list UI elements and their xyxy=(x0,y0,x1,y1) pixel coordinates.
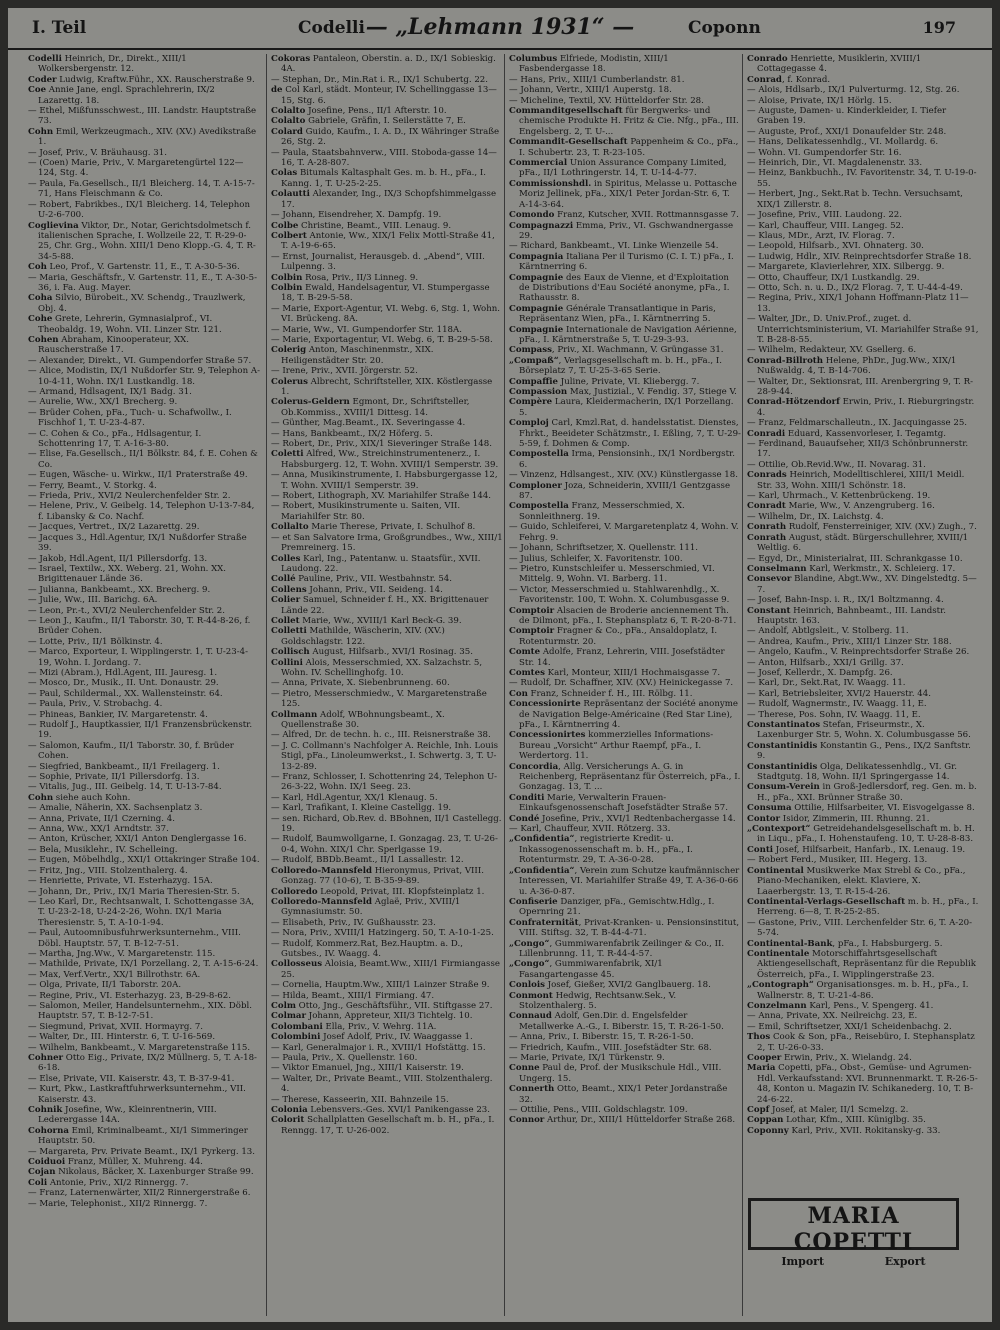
directory-entry: — Leon, Pr.-t., XVI/2 Neulerchenfelder Str. 2. xyxy=(28,605,225,616)
directory-entry: — Leon J., Kaufm., II/1 Taborstr. 30, T. R-44-8-26, f. Brüder Cohen. xyxy=(28,615,251,637)
directory-entry: Continental-Verlags-Gesellschaft m. b. H., pFa., I. Herreng. 6—8, T. R-25-2-85. xyxy=(747,896,979,918)
directory-entry: — Else, Private, VII. Kaiserstr. 43, T. B-37-9-41. xyxy=(28,1073,235,1084)
directory-entry: — Rudolf, BBDb.Beamt., II/1 Lassallestr. 12. xyxy=(271,855,464,866)
directory-entry: — Robert, Lithograph, XV. Mariahilfer Straße 144. xyxy=(271,491,492,502)
directory-entry: de Col Karl, städt. Monteur, IV. Schellinggasse 13—15, Stg. 6. xyxy=(271,85,497,106)
directory-entry: Constantinidis Olga, Delikatessenhdlg., VI. Gr. Stadtgutg. 18, Wohn. II/1 Springergasse 14. xyxy=(747,761,958,783)
directory-entry: — Rudolf, Dr. Schaffner, XIV. (XV.) Heinickegasse 7. xyxy=(509,678,734,689)
advertisement-subtitle xyxy=(751,1255,956,1268)
directory-entry: — Vitalis, Jug., III. Geibelg. 14, T. U-13-7-84. xyxy=(28,782,222,793)
directory-entry: Comploj Carl, Kmzl.Rat, d. handelsstatist. Dienstes, Fhrkt., Beeideter Schätzmstr., I. Eßling, 7, T. U-29-5-59, f. Dohmen & Comp. xyxy=(509,418,741,450)
directory-entry: — J. C. Collmann's Nachfolger A. Reichle, Inh. Louis Stigl, pFa., Linoleumwerkst., I. Schwertg. 3, T. U-13-2-89. xyxy=(271,740,499,772)
directory-entry: Commercial Union Assurance Company Limited, pFa., II/1 Lothringerstr. 14, T. U-14-4-77. xyxy=(509,158,727,179)
directory-entry: Cohner Otto Eig., Private, IX/2 Müllnerg. 5, T. A-18-6-18. xyxy=(28,1053,257,1074)
directory-entry: Cohn siehe auch Kohn. xyxy=(28,792,131,803)
advertisement-export-label: Export xyxy=(884,1255,926,1268)
directory-entry: Continental Musikwerke Max Strebl & Co., pFa., Piano-Mechaniken, elekt. Klaviere, X. Laaerbergstr. 13, T. R-15-4-26. xyxy=(747,865,966,897)
directory-entry: Coletti Alfred, Ww., Streichinstrumentenerz., I. Habsburgerg. 12, T. Wohn. XVIII/1 Semperstr. 39. xyxy=(271,449,499,470)
directory-entry: Colerig Anton, Maschinenmstr., XIX. Heiligenstädter Str. 20. xyxy=(271,345,434,366)
directory-entry: „Contograph“ Organisationsges. m. b. H., pFa., I. Wallnerstr. 8, T. U-21-4-86. xyxy=(747,980,969,1001)
directory-entry: — Elisabeth, Priv., IV. Gußhausstr. 23. xyxy=(271,917,436,928)
directory-entry: — Hilda, Beamt., XIII/1 Firmiang. 47. xyxy=(271,990,435,1001)
directory-entry: Compass, Priv., XI. Wachmann, V. Grüngasse 31. xyxy=(509,345,724,356)
directory-entry: — Paula, Priv., V. Strobachg. 4. xyxy=(28,699,163,710)
directory-entry: Colerus-Geldern Egmont, Dr., Schriftsteller, Ob.Kommiss., XVIII/1 Dittesg. 14. xyxy=(271,397,470,418)
directory-entry: — Herbert, Jng., Sekt.Rat b. Techn. Versuchsamt, XIX/1 Zillerstr. 8. xyxy=(747,189,963,210)
directory-entry: Collalto Marie Therese, Private, I. Schulhof 8. xyxy=(271,522,476,533)
directory-entry: Constantinatos Stefan, Friseurmstr., X. Laxenburger Str. 5, Wohn. X. Columbusgasse 56. xyxy=(747,720,971,741)
directory-entry: — Heinrich, Dir., VI. Magdalenenstr. 33. xyxy=(747,158,923,169)
directory-entry: — Johann, Schriftsetzer, X. Quellenstr. 111. xyxy=(509,543,699,554)
directory-entry: Colloredo-Mannsfeld Hieronymus, Privat, VIII. Gonzag. 77 (10-6), T. B-35-9-89. xyxy=(271,865,484,887)
directory-entry: — Cornelia, Hauptm.Ww., XIII/1 Lainzer Straße 9. xyxy=(271,980,490,991)
directory-entry: — Julie, Ww., III. Barichg. 6A. xyxy=(28,595,158,606)
directory-entry: — Guido, Schleiferei, V. Margaretenplatz 4, Wohn. V. Fehrg. 9. xyxy=(509,522,739,543)
directory-entry: — Fritz, Jng., VIII. Stolzenthalerg. 4. xyxy=(28,865,188,876)
directory-entry: — Lotte, Priv., II/1 Bölkinstr. 4. xyxy=(28,636,163,647)
directory-entry: Cohen Abraham, Kinooperateur, XX. Rauscherstraße 17. xyxy=(28,334,190,356)
directory-entry: „Congo“, Gummiwarenfabrik, XI/1 Fasangartengasse 45. xyxy=(509,959,663,980)
directory-entry: „Contexport“ Getreidehandelsgesellschaft m. b. H. in Liqu., pFa., I. Hohenstaufeng. 10, T. U-28-8-83. xyxy=(747,824,975,845)
directory-entry: — Otto, Chauffeur, IX/1 Lustkandlg. 29. xyxy=(747,272,920,283)
directory-entry: Collosseus Aloisia, Beamt.Ww., XIII/1 Firmiangasse 25. xyxy=(271,959,500,980)
directory-entry: Conrads Heinrich, Modelltischlerei, XIII/1 Meidl. Str. 33, Wohn. XIII/1 Schönstr. 18. xyxy=(747,470,965,491)
directory-entry: — Mosco, Dr., Musik., II. Unt. Donaustr. 29. xyxy=(28,678,219,689)
directory-entry: — Margareta, Prv. Private Beamt., IX/1 Pyrkerg. 13. xyxy=(28,1146,255,1157)
directory-entry: Conradt Marie, Ww., V. Anzengruberg. 16. xyxy=(747,501,935,512)
directory-entry: Colautti Alexander, Ing., IX/3 Schopfshimmelgasse 17. xyxy=(271,189,497,210)
directory-entry: — Olga, Private, II/1 Taborstr. 20A. xyxy=(28,980,182,991)
directory-entry: Coiduoi Franz, Müller, X. Muhreng. 44. xyxy=(28,1157,203,1168)
directory-entry: Colm Otto, Jng., Geschäftsführ., VII. Stiftgasse 27. xyxy=(271,1000,493,1011)
directory-entry: — Wilhelm, Redakteur, XV. Gsellerg. 6. xyxy=(747,345,917,356)
directory-entry: — Anton, Krüscher, XXI/1 Anton Denglergasse 16. xyxy=(28,834,247,845)
directory-entry: Coder Ludwig, Kraftw.Führ., XX. Rauscherstraße 9. xyxy=(28,74,255,85)
directory-entry: — Anna, Private, II/1 Czerning. 4. xyxy=(28,813,175,824)
part-label: I. Teil xyxy=(32,18,87,38)
page-number: 197 xyxy=(922,18,956,37)
directory-entry: — Karl, Uhrmach., V. Kettenbrückeng. 19. xyxy=(747,491,931,502)
directory-entry: Comptoir Fragner & Co., pFa., Ansaldoplatz, I. Rotenturmstr. 20. xyxy=(509,626,718,647)
directory-entry: — Walter, Dr., Private Beamt., VIII. Stolzenthalerg. 4. xyxy=(271,1073,493,1095)
directory-entry: — Julius, Schleifer, X. Favoritenstr. 100. xyxy=(509,553,683,564)
directory-entry: „Confidentia“, registrierte Kredit- u. Inkassogenossenschaft m. b. H., pFa., I. Rotenturmstr. 29, T. A-36-0-28. xyxy=(509,834,693,866)
directory-entry: Comtes Karl, Monteur, XIII/1 Hochmaisgasse 7. xyxy=(509,667,721,678)
directory-entry: Conrad-Hötzendorf Erwin, Priv., I. Rieburgringstr. 4. xyxy=(747,397,975,418)
directory-entry: — Paul, Schildermal., XX. Wallensteinstr. 64. xyxy=(28,688,223,699)
directory-entry: Coh Leo, Prof., V. Gartenstr. 11, E., T. A-30-5-36. xyxy=(28,262,240,273)
page-header xyxy=(8,8,992,50)
directory-entry: Colbert Antonie, Ww., XIX/1 Felix Mottl-Straße 41, T. A-19-6-65. xyxy=(271,230,495,252)
directory-entry: Colbe Christine, Beamt., VIII. Lenaug. 9. xyxy=(271,220,452,231)
directory-entry: Confiserie Danziger, pFa., Gemischtw.Hdlg., I. Opernring 21. xyxy=(509,896,715,918)
directory-entry: — Salomon, Meiler, Handelsunternehm., XIX. Döbl. Hauptstr. 57, T. B-12-7-51. xyxy=(28,1000,252,1022)
directory-entry: — Phineas, Bankier, IV. Margaretenstr. 4. xyxy=(28,709,208,720)
directory-entry: Contor Isidor, Zimmerin, III. Rhunng. 21. xyxy=(747,813,930,824)
directory-entry: — Bela, Musiklehr., IV. Schelleing. xyxy=(28,844,178,855)
directory-entry: — Andolf, Abtlgsleit., V. Stolberg. 11. xyxy=(747,626,909,637)
directory-entry: Conradi Eduard, Kassenvorleser, I. Tegamtg. xyxy=(747,428,946,439)
header-right-word: Coponn xyxy=(688,18,761,38)
directory-entry: — Ludwig, Hdlr., XIV. Reinprechtsdorfer Straße 18. xyxy=(747,251,972,262)
directory-entry: Cohorna Emil, Kriminalbeamt., XI/1 Simmeringer Hauptstr. 50. xyxy=(28,1125,248,1147)
directory-entry: Concessionirtes kommerzielles Informations-Bureau „Vorsicht“ Arthur Raempf, pFa., I. Werdertorg. 11. xyxy=(509,730,714,762)
directory-entry: — Anna, Ww., XX/1 Arndtstr. 37. xyxy=(28,824,169,835)
directory-entry: — Aloise, Private, IX/1 Hörlg. 15. xyxy=(747,95,892,106)
directory-column-2 xyxy=(266,54,503,1316)
directory-entry: Maria Copetti, pFa., Obst-, Gemüse- und Agrumen-Hdl. Verkaufsstand: XVI. Brunnenmarkt. T. R-26-5-48, Konton u. Magazin IV. Schikanederg. 10, T. B-24-6-22. xyxy=(747,1063,978,1105)
directory-column-3 xyxy=(504,54,741,1316)
directory-entry: — Vinzenz, Hdlsangest., XIV. (XV.) Künstlergasse 18. xyxy=(509,470,738,481)
directory-entry: Consum-Verein in Groß-Jedlersdorf, reg. Gen. m. b. H., pFa., XXI. Brünner Straße 30. xyxy=(747,782,977,803)
directory-entry: — Johann, Vertr., XIII/1 Auperstg. 18. xyxy=(509,85,672,96)
directory-entry: — Frieda, Priv., XVI/2 Neulerchenfelder Str. 2. xyxy=(28,491,231,502)
directory-entry: Compostella Irma, Pensionsinh., IX/1 Nordbergstr. 6. xyxy=(509,449,735,470)
directory-entry: Concordia, Allg. Versicherungs A. G. in Reichenberg, Repräsentanz für Österreich, pFa., I. Gonzagag. 13, T. ... xyxy=(509,761,741,793)
directory-entry: Comptoir Alsacien de Broderie anciennement Th. de Dilmont, pFa., I. Stephansplatz 6, T. R-20-8-71. xyxy=(509,605,737,626)
directory-column-4 xyxy=(742,54,979,1316)
directory-entry: Con Franz, Schneider f. H., III. Rölbg. 11. xyxy=(509,688,693,699)
directory-entry: — Anna, Private, X. Siebenbrunneng. 60. xyxy=(271,678,450,689)
directory-entry: — Leo Karl, Dr., Rechtsanwalt, I. Schottengasse 3A, T. U-23-2-18, U-24-2-26, Wohn. IX/1 Maria Theresienstr. 5, T. A-10-1-94. xyxy=(28,896,255,928)
directory-entry: Compagnie Internationale de Navigation Aérienne, pFa., I. Kärntnerstraße 5, T. U-29-3-93. xyxy=(509,324,737,345)
directory-entry: — Regina, Priv., XIX/1 Johann Hoffmann-Platz 11—13. xyxy=(747,293,969,314)
directory-entry: — Rudolf, Baumwollgarne, I. Gonzagag. 23, T. U-26-0-4, Wohn. XIX/1 Chr. Sperlgasse 19. xyxy=(271,834,498,855)
directory-entry: — Victor, Messerschmied u. Stahlwarenhdlg., X. Favoritenstr. 100, T. Wohn. X. Columbusgasse 9. xyxy=(509,584,730,606)
directory-entry: Colerus Albrecht, Schriftsteller, XIX. Köstlergasse 1. xyxy=(271,376,493,397)
directory-entry: Colloredo-Mannsfeld Aglaë, Priv., XVIII/1 Gymnasiumstr. 50. xyxy=(271,896,461,918)
directory-entry: Colard Guido, Kaufm., I. A. D., IX Währinger Straße 26, Stg. 2. xyxy=(271,126,500,148)
directory-entry: Colas Bitumals Kaltasphalt Ges. m. b. H., pFa., I. Kanng. 1, T. U-25-2-25. xyxy=(271,168,486,189)
directory-column-1 xyxy=(28,54,260,1316)
directory-entry: — Eugen, Wäsche- u. Wirkw., II/1 Praterstraße 49. xyxy=(28,470,248,481)
directory-entry: Colorit Schallplatten Gesellschaft m. b. H., pFa., I. Renngg. 17, T. U-26-002. xyxy=(271,1115,495,1136)
directory-entry: — Mathilde, Private, IX/1 Porzellang. 2, T. A-15-6-24. xyxy=(28,959,259,970)
directory-entry: Connaud Adolf, Gen.Dir. d. Engelsfelder Metallwerke A.-G., I. Biberstr. 15, T. R-26-1-50. xyxy=(509,1011,724,1032)
directory-entry: — Klaus, MDr., Arzt, IV. Florag. 7. xyxy=(747,230,895,241)
directory-entry: — Günther, Mag.Beamt., IX. Severingasse 4. xyxy=(271,418,466,429)
directory-entry: — Max, Verf.Vertr., XX/1 Billrothstr. 6A. xyxy=(28,969,201,980)
directory-entry: Conne Paul de, Prof. der Musikschule Hdl., VIII. Ungerg. 15. xyxy=(509,1063,722,1084)
directory-entry: Compaffie Juline, Private, VI. Kliebergg. 7. xyxy=(509,376,700,387)
directory-entry: — Walter, Dr., III. Hinterstr. 6, T. U-16-569. xyxy=(28,1032,216,1043)
directory-entry: — Julianna, Bankbeamt., XX. Brecherg. 9. xyxy=(28,584,211,595)
directory-entry: Coha Silvio, Bürobeit., XV. Schendg., Trauzlwerk, Obj. 4. xyxy=(28,293,246,314)
directory-entry: Commanditgesellschaft für Bergwerks- und chemische Produkte H. Fritz & Cie. Nfg., pFa., III. Engelsberg. 2, T. U-... xyxy=(509,106,739,137)
directory-entry: Collé Pauline, Priv., VII. Westbahnstr. 54. xyxy=(271,574,453,585)
directory-entry: — Elise, Fa.Gesellsch., II/1 Bölkstr. 84, f. E. Cohen & Co. xyxy=(28,449,258,470)
directory-entry: — Pietro, Messerschmiedw., V. Margaretenstraße 125. xyxy=(271,688,487,710)
directory-entry: Conrad-Billroth Helene, PhDr., Jug.Ww., XIX/1 Nußwaldg. 4, T. B-14-706. xyxy=(747,355,957,377)
directory-entry: — Jacques, Vertret., IX/2 Lazarettg. 29. xyxy=(28,522,200,533)
directory-entry: Codelli Heinrich, Dr., Direkt., XIII/1 Wolkersbergenstr. 12. xyxy=(28,54,187,75)
directory-entry: Compère Laura, Kleidermacherin, IX/1 Porzellang. 5. xyxy=(509,397,734,418)
directory-entry: — et San Salvatore Irma, Großgrundbes., Ww., XIII/1 Premreinerg. 15. xyxy=(271,532,503,554)
directory-entry: Conrado Henriette, Musiklerin, XVIII/1 Cottagegasse 4. xyxy=(747,54,922,75)
directory-entry: — Aurelie, Ww., XX/1 Brecherg. 9. xyxy=(28,397,178,408)
directory-entry: — Karl, Generalmajor i. R., XVIII/1 Hofstättg. 15. xyxy=(271,1042,486,1053)
directory-entry: Comondo Franz, Kutscher, XVII. Rottmannsgasse 7. xyxy=(509,210,739,221)
directory-entry: — Therese, Kasseerin, XII. Bahnzeile 15. xyxy=(271,1094,449,1105)
directory-entry: Coglievina Viktor, Dr., Notar, Gerichtsdolmetsch f. italienischen Sprache, I. Wollzeile 22, T. R-29-0-25, Chr. Grg., Wohn. XIII/1 Deno Klopp.-G. 4, T. R-34-5-88. xyxy=(28,220,256,262)
directory-entry: — Marie, Exportagentur, VI. Webg. 6, T. B-29-5-58. xyxy=(271,334,493,345)
directory-entry: — Alice, Modistin, IX/1 Nußdorfer Str. 9, Telephon A-10-4-11, Wohn. IX/1 Lustkandlg. 18. xyxy=(28,366,260,387)
directory-entry: Coponny Karl, Priv., XVII. Rokitansky-g. 33. xyxy=(747,1125,941,1136)
directory-entry: — Walter, Dr., Sektionsrat, III. Arenbergring 9, T. R-28-9-44. xyxy=(747,376,973,397)
directory-entry: Cohn Emil, Werkzeugmach., XIV. (XV.) Avedikstraße 1. xyxy=(28,126,257,148)
directory-entry: — Karl, Chauffeur, VIII. Langeg. 52. xyxy=(747,220,904,231)
directory-entry: Collisch August, Hilfsarb., XVI/1 Rosinag. 35. xyxy=(271,647,473,658)
directory-entry: — Hans, Delikatessenhdlg., VI. Mollardg. 6. xyxy=(747,137,939,148)
directory-entry: — Henriette, Private, VI. Esterhazyg. 15A. xyxy=(28,876,213,887)
directory-entry: Cooper Erwin, Priv., X. Wielandg. 24. xyxy=(747,1053,912,1063)
directory-entry: — Helene, Priv., V. Geibelg. 14, Telephon U-13-7-84, f. Libansky & Co. Nachf. xyxy=(28,501,255,522)
directory-entry: — Rudolf, Kommerz.Rat, Bez.Hauptm. a. D., Gutsbes., IV. Waagg. 4. xyxy=(271,938,463,959)
directory-entry: Collini Alois, Messerschmied, XX. Salzachstr. 5, Wohn. IV. Schellinghofg. 10. xyxy=(271,657,483,678)
directory-entry: — Brüder Cohen, pFa., Tuch- u. Schafwollw., I. Fischhof 1, T. U-23-4-87. xyxy=(28,407,232,429)
directory-entry: — Gastone, Priv., VIII. Lerchenfelder Str. 6, T. A-20-5-74. xyxy=(747,917,973,939)
directory-entry: Connerth Otto, Beamt., XIX/1 Peter Jordanstraße 32. xyxy=(509,1084,728,1105)
directory-columns xyxy=(28,54,979,1316)
directory-entry: — Martha, Jng.Ww., V. Margaretenstr. 115. xyxy=(28,948,216,959)
directory-entry: — Maria, Geschäftsfr., V. Gartenstr. 11, E., T. A-30-5-36, i. Fa. Aug. Mayer. xyxy=(28,272,258,293)
directory-entry: — Marie, Private, IX/1 Türkenstr. 9. xyxy=(509,1053,665,1063)
directory-entry: Colmar Johann, Appreteur, XII/3 Tichtelg. 10. xyxy=(271,1011,473,1022)
header-left-word: Codelli xyxy=(298,18,365,38)
directory-entry: — Robert, Fabrikbes., IX/1 Bleicherg. 14, Telephon U-2-6-700. xyxy=(28,199,250,221)
directory-entry: Colbin Rosa, Priv., II/3 Linneg. 9. xyxy=(271,272,419,283)
directory-entry: Conmont Hedwig, Rechtsanw.Sek., V. Stolzenthalerg. 5. xyxy=(509,990,677,1011)
directory-entry: — Margarete, Klavierlehrer, XIX. Silbergg. 9. xyxy=(747,262,945,273)
directory-entry: — Rudolf J., Hauptkassier, II/1 Franzensbrückenstr. 19. xyxy=(28,720,253,741)
directory-entry: — Karl, Chauffeur, XVII. Rötzerg. 33. xyxy=(509,824,671,835)
directory-entry: — Micheline, Textil, XV. Hütteldorfer Str. 28. xyxy=(509,95,704,106)
directory-entry: — Josef, Kellerdr., X. Dampfg. 26. xyxy=(747,667,893,678)
directory-entry: Conselmann Karl, Werkmstr., X. Schleierg. 17. xyxy=(747,563,956,574)
directory-entry: — C. Cohen & Co., pFa., Hdlsagentur, I. Schottenring 17, T. A-16-3-80. xyxy=(28,428,202,450)
directory-entry: Conti Josef, Hilfsarbeit, Hanfarb., IX. Lenaug. 19. xyxy=(747,844,966,855)
directory-entry: Compagnia Italiana Per il Turismo (C. I. T.) pFa., I. Kärntnerring 6. xyxy=(509,251,734,273)
directory-entry: Comploner Joza, Schneiderin, XVIII/1 Gentzgasse 87. xyxy=(509,480,731,502)
directory-entry: — Sophie, Private, II/1 Pillersdorfg. 13. xyxy=(28,772,200,783)
directory-entry: — Israel, Textilw., XX. Weberg. 21, Wohn. XX. Brigittenauer Lände 36. xyxy=(28,563,227,585)
directory-entry: Colletti Mathilde, Wäscherin, XIV. (XV.) Goldschlagstr. 122. xyxy=(271,626,445,647)
directory-entry: — Stephan, Dr., Min.Rat i. R., IX/1 Schubertg. 22. xyxy=(271,74,488,85)
directory-entry: „Congo“, Gummiwarenfabrik Zeilinger & Co., II. Lillenbrunng. 11, T. R-44-4-57. xyxy=(509,938,725,959)
directory-entry: Commissionshdl. in Spiritus, Melasse u. Pottasche Moriz Jellinek, pFa., XIX/1 Peter Jordan-Str. 6, T. A-14-3-64. xyxy=(509,178,737,210)
directory-entry: Commandit-Gesellschaft Pappenheim & Co., pFa., I. Schubertr. 23, T. R-23-105. xyxy=(509,137,739,158)
directory-entry: — Robert, Dr., Priv., XIX/1 Sieveringer Straße 148. xyxy=(271,439,492,450)
directory-entry: Conzelmann Karl, Pens., V. Spengerg. 41. xyxy=(747,1000,934,1011)
directory-entry: — Pietro, Kunstschleifer u. Messerschmied, VI. Mittelg. 9, Wohn. VI. Barberg. 11. xyxy=(509,563,715,585)
directory-entry: — Otto, Sch. n. u. D., IX/2 Florag. 7, T. U-44-4-49. xyxy=(747,282,963,293)
directory-entry: — Ottilie, Ob.Revid.Ww., II. Novarag. 31. xyxy=(747,459,926,470)
directory-entry: — sen. Richard, Ob.Rev. d. BBohnen, II/1 Castellegg. 19. xyxy=(271,813,502,835)
directory-entry: — Paula, Fa.Gesellsch., II/1 Bleicherg. 14, T. A-15-7-71, Hans Fleischmann & Co. xyxy=(28,178,255,200)
directory-entry: Connor Arthur, Dr., XIII/1 Hütteldorfer Straße 268. xyxy=(509,1115,736,1126)
directory-entry: — Ottilie, Pens., VIII. Goldschlagstr. 109. xyxy=(509,1105,688,1116)
directory-entry: Condé Josefine, Priv., XVI/1 Redtenbachergasse 14. xyxy=(509,813,736,824)
directory-entry: Comte Adolfe, Franz, Lehrerin, VIII. Josefstädter Str. 14. xyxy=(509,647,725,668)
directory-entry: — Alfred, Dr. de techn. h. c., III. Reisnerstraße 38. xyxy=(271,730,491,741)
directory-entry: Cohnik Josefine, Ww., Kleinrentnerin, VIII. Lederergasse 14A. xyxy=(28,1105,217,1126)
directory-entry: Conditi Marie, Verwalterin Frauen-Einkaufsgenossenschaft Josefstädter Straße 57. xyxy=(509,792,728,814)
advertisement-name: MARIA COPETTI xyxy=(793,1203,914,1255)
directory-entry: — Marie, Export-Agentur, VI. Webg. 6, Stg. 1, Wohn. VI. Brückeng. 8A. xyxy=(271,303,500,325)
directory-entry: — Hans, Priv., XIII/1 Cumberlandstr. 81. xyxy=(509,74,685,85)
directory-entry: Colombini Josef Adolf, Priv., IV. Waaggasse 1. xyxy=(271,1032,473,1043)
directory-entry: — Marie, Telephonist., XII/2 Rinnergg. 7. xyxy=(28,1198,208,1209)
directory-entry: Collens Johann, Priv., VII. Seideng. 14. xyxy=(271,584,443,595)
directory-entry: — Salomon, Kaufm., II/1 Taborstr. 30, f. Brüder Cohen. xyxy=(28,740,234,762)
directory-entry: Concessionirte Repräsentanz der Société anonyme de Navigation Belge-Américaine (Red Star Line), pFa., I. Kärntnerring 4. xyxy=(509,699,738,730)
directory-entry: Conrad, f. Konrad. xyxy=(747,74,831,85)
directory-entry: — Irene, Priv., XVII. Jörgerstr. 52. xyxy=(271,366,418,377)
directory-entry: — (Coen) Marie, Priv., V. Margaretengürtel 122—124, Stg. 4. xyxy=(28,158,244,179)
directory-entry: — Anna, Musikinstrumente, I. Habsburgergasse 12, T. Wohn. XVIII/1 Semperstr. 39. xyxy=(271,470,498,491)
directory-entry: — Jacques 3., Hdl.Agentur, IX/1 Nußdorfer Straße 39. xyxy=(28,532,247,554)
directory-entry: — Ethel, Mißfunsschwest., III. Landstr. Hauptstraße 73. xyxy=(28,106,257,127)
directory-entry: — Hans, Bankbeamt., IX/2 Höferg. 5. xyxy=(271,428,433,439)
directory-entry: — Johann, Eisendreher, X. Dampfg. 19. xyxy=(271,210,442,221)
directory-entry: Continental-Bank, pFa., I. Habsburgerg. 5. xyxy=(747,938,943,949)
directory-entry: — Ferry, Beamt., V. Storkg. 4. xyxy=(28,480,157,491)
directory-entry: Cojan Nikolaus, Bäcker, X. Laxenburger Straße 99. xyxy=(28,1167,254,1178)
directory-entry: — Franz, Schlosser, I. Schottenring 24, Telephon U-26-3-22, Wohn. IX/1 Seeg. 23. xyxy=(271,772,498,793)
directory-entry: Colombani Ella, Priv., V. Wehrg. 11A. xyxy=(271,1021,437,1032)
directory-entry: — Ferdinand, Bauaufseher, XII/3 Schönbrunnerstr. 17. xyxy=(747,439,969,460)
directory-entry: Colbin Ewald, Handelsagentur, VI. Stumpergasse 18, T. B-29-5-58. xyxy=(271,282,490,304)
directory-entry: — Kurt, Pkw., Lastkraftfuhrwerksunternehm., VII. Kaiserstr. 43. xyxy=(28,1084,246,1105)
directory-entry: — Josef, Priv., V. Bräuhausg. 31. xyxy=(28,147,167,158)
directory-entry: Consevor Blandine, Abgt.Ww., XV. Dingelstedtg. 5—7. xyxy=(747,574,977,595)
directory-entry: Thos Cook & Son, pFa., Reisebüro, I. Stephansplatz 2, T. U-26-0-33. xyxy=(747,1032,975,1053)
directory-entry: Collmann Adolf, WBohnungsbeamt., X. Quellenstraße 30. xyxy=(271,709,445,730)
directory-entry: — Karl, Hdl.Agentur, XX/1 Klenaug. 5. xyxy=(271,792,438,803)
directory-entry: Colloredo Leopold, Privat, III. Klopfsteinplatz 1. xyxy=(271,886,485,897)
directory-entry: Colalto Josefine, Pens., II/1 Afterstr. 10. xyxy=(271,106,447,117)
directory-entry: — Egyd, Dr., Ministerialrat, III. Schrankgasse 10. xyxy=(747,553,963,564)
directory-entry: — Eugen, Möbelhdlg., XXI/1 Ottakringer Straße 104. xyxy=(28,855,260,866)
directory-entry: — Siegmund, Privat, XVII. Hormayrg. 7. xyxy=(28,1021,204,1032)
directory-entry: Colalto Gabriele, Gräfin, I. Seilerstätte 7, E. xyxy=(271,116,466,127)
directory-entry: — Karl, Dr., Sekt.Rat, IV. Waagg. 11. xyxy=(747,678,906,689)
directory-entry: — Alexander, Direkt., VI. Gumpendorfer Straße 57. xyxy=(28,355,252,366)
directory-entry: — Siegfried, Bankbeamt., II/1 Freilagerg. 1. xyxy=(28,761,220,772)
directory-entry: — Auguste, Damen- u. Kinderkleider, I. Tiefer Graben 19. xyxy=(747,106,947,127)
directory-title: — „Lehmann 1931“ — xyxy=(365,14,635,40)
directory-entry: — Karl, Trafikant, I. Kleine Castellgg. 19. xyxy=(271,803,452,814)
directory-entry: „Confidentia“, Verein zum Schutze kaufmännischer Interessen, VI. Mariahilfer Straße 49, T. A-36-0-66 u. A-36-0-87. xyxy=(509,865,740,897)
directory-entry: Coe Annie Jane, engl. Sprachlehrerin, IX/2 Lazarettg. 18. xyxy=(28,85,215,106)
directory-entry: — Wohn. VI. Gumpendorfer Str. 16. xyxy=(747,147,902,158)
directory-entry: Continentale Motorschiffahrtsgesellschaft Aktiengesellschaft, Repräsentanz für die Republik Österreich, pFa., I. Wipplingerstraße 23. xyxy=(747,948,976,980)
directory-entry: — Viktor Emanuel, Jng., XIII/1 Kaiserstr. 19. xyxy=(271,1063,464,1074)
directory-entry: — Paula, Staatsbahnverw., VIII. Stoboda-gasse 14—16, T. A-28-807. xyxy=(271,147,497,169)
directory-entry: — Regine, Priv., VI. Esterhazyg. 23, B-29-8-62. xyxy=(28,990,231,1001)
directory-entry: Colles Karl, Ing., Patentanw. u. Staatsfür., XVII. Laudong. 22. xyxy=(271,553,481,574)
directory-entry: — Friedrich, Kaufm., VIII. Josefstädter Str. 68. xyxy=(509,1042,712,1053)
directory-entry: Compagnazzi Emma, Priv., VI. Gschwandnergasse 29. xyxy=(509,220,734,241)
directory-entry: — Leopold, Hilfsarb., XVI. Ohnaterg. 30. xyxy=(747,241,924,252)
copetti-advertisement xyxy=(748,1198,959,1268)
directory-entry: Compassion Max, Justizial., V. Fendig. 37, Stiege V. xyxy=(509,387,737,397)
directory-entry: Conlois Josef, Gießer, XVI/2 Ganglbauerg. 18. xyxy=(509,980,711,991)
directory-entry: — Angelo, Kaufm., V. Reinprechtsdorfer Straße 26. xyxy=(747,647,970,658)
directory-entry: — Franz, Laternenwärter, XII/2 Rinnergerstraße 6. xyxy=(28,1188,251,1199)
directory-entry: — Anna, Private, XX. Neilreichg. 23, E. xyxy=(747,1011,918,1022)
directory-entry: Copf Josef, at Maler, II/1 Scmelzg. 2. xyxy=(747,1105,909,1116)
directory-entry: — Richard, Bankbeamt., VI. Linke Wienzeile 54. xyxy=(509,241,719,252)
directory-entry: Compagnie Générale Transatlantique in Paris, Repräsentanz Wien, pFa., I. Kärntnerring 5. xyxy=(509,303,716,325)
directory-entry: — Auguste, Prof., XXI/1 Donaufelder Str. 248. xyxy=(747,126,947,137)
directory-entry: — Franz, Feldmarschalleutn., IX. Jacquingasse 25. xyxy=(747,418,968,429)
directory-entry: — Paul, Autoomnibusfuhrwerksunternehm., VIII. Döbl. Hauptstr. 57, T. B-12-7-51. xyxy=(28,928,241,949)
directory-entry: Compostella Franz, Messerschmied, X. Sonnleithnerg. 19. xyxy=(509,501,685,522)
directory-entry: Consuma Ottilie, Hilfsarbeiter, VI. Eisvogelgasse 8. xyxy=(747,803,975,814)
directory-page xyxy=(8,8,992,1322)
directory-entry: Colier Samuel, Schneider f. H., XX. Brigittenauer Lände 22. xyxy=(271,595,489,616)
directory-entry: — Alois, Hdlsarb., IX/1 Pulverturmg. 12, Stg. 26. xyxy=(747,85,960,96)
directory-entry: — Emil, Schriftsetzer, XXI/1 Scheidenbachg. 2. xyxy=(747,1021,952,1032)
directory-entry: — Robert, Musikinstrumente u. Saiten, VII. Mariahilfer Str. 80. xyxy=(271,501,461,522)
directory-entry: — Karl, Betriebsleiter, XVI/2 Hauerstr. 44. xyxy=(747,688,931,699)
directory-entry: — Marco, Exporteur, I. Wipplingerstr. 1, T. U-23-4-19, Wohn. I. Jordang. 7. xyxy=(28,647,248,668)
directory-entry: „Compaß“, Verlagsgesellschaft m. b. H., pFa., I. Börseplatz 7, T. U-25-3-65 Serie. xyxy=(509,355,722,377)
directory-entry: — Paula, Priv., X. Quellenstr. 160. xyxy=(271,1053,418,1063)
advertisement-import-label: Import xyxy=(781,1255,825,1268)
directory-entry: Coli Antonie, Priv., XI/2 Rinnergg. 7. xyxy=(28,1177,189,1188)
directory-entry: Constant Heinrich, Bahnbeamt., III. Landstr. Hauptstr. 163. xyxy=(747,605,946,626)
directory-entry: Columbus Elfriede, Modistin, XIII/1 Fasbendergasse 18. xyxy=(509,54,669,75)
directory-entry: — Ernst, Journalist, Herausgeb. d. „Abend“, VIII. Lulpenng. 3. xyxy=(271,251,485,273)
directory-entry: Conrath August, städt. Bürgerschullehrer, XVIII/1 Weltlig. 6. xyxy=(747,532,969,554)
directory-entry: — Wilhelm, Bankbeamt., V. Margaretenstraße 115. xyxy=(28,1042,251,1053)
directory-entry: — Amalie, Näherin, XX. Sachsenplatz 3. xyxy=(28,803,203,814)
directory-entry: Conrath Rudolf, Fensterreiniger, XIV. (XV.) Zugh., 7. xyxy=(747,522,977,533)
directory-entry: Coppan Lothar, Kfm., XIII. Küniglbg. 35. xyxy=(747,1115,926,1126)
directory-entry: Cohe Grete, Lehrerin, Gymnasialprof., VI. Theobaldg. 19, Wohn. VII. Linzer Str. 121. xyxy=(28,314,222,335)
directory-entry: — Therese, Pos. Sohn, IV. Waagg. 11, E. xyxy=(747,709,921,720)
directory-entry: — Jakob, Hdl.Agent, II/1 Pillersdorfg. 13. xyxy=(28,553,208,564)
directory-entry: — Armand, Hdlsagent, IX/1 Badg. 31. xyxy=(28,387,192,397)
directory-entry: — Heinz, Bankbuchh., IV. Favoritenstr. 34, T. U-19-0-55. xyxy=(747,168,977,189)
directory-entry: Colonia Lebensvers.-Ges. XVI/1 Panikengasse 23. xyxy=(271,1105,491,1116)
directory-entry: Cokoras Pantaleon, Oberstin. a. D., IX/1 Sobieskig. 4A. xyxy=(271,54,496,75)
directory-entry: Compagnie des Eaux de Vienne, et d'Exploitation de Distributions d'Eau Société anonyme, pFa., I. Rathausstr. 8. xyxy=(509,272,730,304)
directory-entry: — Rudolf, Wagnermstr., IV. Waagg. 11, E. xyxy=(747,699,927,710)
directory-entry: — Josefine, Priv., VIII. Laudong. 22. xyxy=(747,210,902,221)
directory-entry: — Mizi (Abram.), Hdl.Agent, III. Jauresg. 1. xyxy=(28,667,218,678)
directory-entry: — Wilhelm, Dr., IX. Laichstg. 4. xyxy=(747,511,884,522)
directory-entry: — Anna, Priv., I. Biberstr. 15, T. R-26-1-50. xyxy=(509,1032,694,1043)
directory-entry: — Anton, Hilfsarb., XXI/1 Grillg. 37. xyxy=(747,657,904,668)
directory-entry: — Josef, Bahn-Insp. i. R., IX/1 Boltzmanng. 4. xyxy=(747,595,944,606)
directory-entry: — Andrea, Kaufm., Priv., XIII/1 Linzer Str. 188. xyxy=(747,636,952,647)
directory-entry: — Nora, Priv., XVIII/1 Hatzingerg. 50, T. A-10-1-25. xyxy=(271,928,494,939)
directory-entry: Constantinidis Konstantin G., Pens., IX/2 Sanftstr. 9. xyxy=(747,740,971,762)
directory-entry: — Marie, Ww., VI. Gumpendorfer Str. 118A. xyxy=(271,324,462,335)
directory-entry: — Walter, JDr., D. Univ.Prof., zuget. d. Unterrichtsministerium, VI. Mariahilfer Straße 91, T. B-28-8-55. xyxy=(747,314,979,345)
directory-entry: — Johann, Dr., Priv., IX/1 Maria Theresien-Str. 5. xyxy=(28,886,240,897)
directory-entry: — Robert Ferd., Musiker, III. Hegerg. 13. xyxy=(747,855,928,866)
directory-entry: Confraternität, Privat-Kranken- u. Pensionsinstitut, VIII. Stiftsg. 32, T. B-44-4-71. xyxy=(509,917,740,939)
directory-entry: Collet Marie, Ww., XVIII/1 Karl Beck-G. 39. xyxy=(271,615,462,626)
